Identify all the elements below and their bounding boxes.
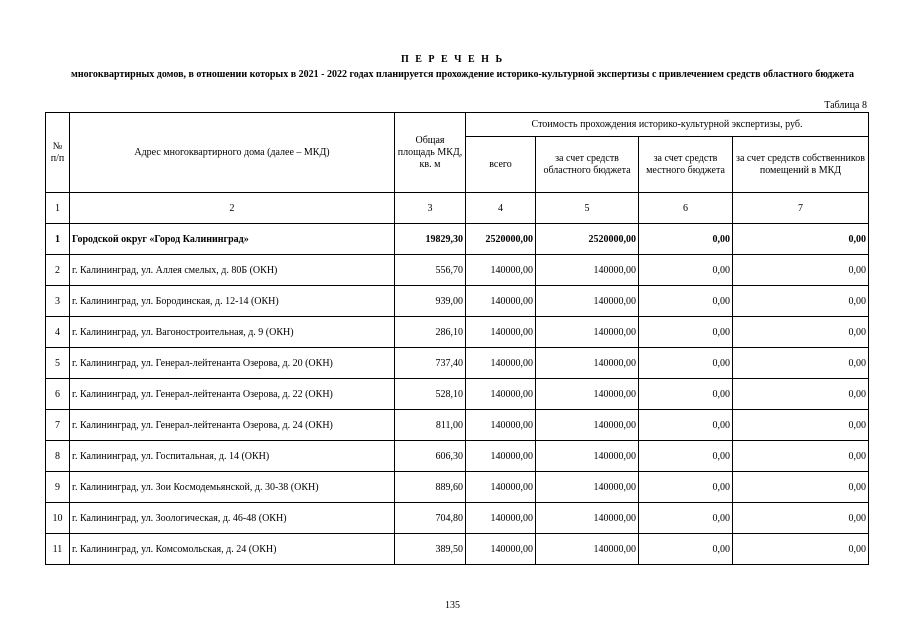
address-cell: г. Калининград, ул. Аллея смелых, д. 80Б (ОКН) — [70, 255, 395, 286]
header-area: Общая площадь МКД, кв. м — [395, 113, 466, 193]
header-number: № п/п — [46, 113, 70, 193]
area-cell: 704,80 — [395, 503, 466, 534]
table-row — [46, 255, 869, 286]
address-cell: г. Калининград, ул. Бородинская, д. 12-14 (ОКН) — [70, 286, 395, 317]
owners-funds-cell: 0,00 — [733, 410, 869, 441]
total-cost-cell: 140000,00 — [466, 286, 536, 317]
local-budget-cell: 0,00 — [639, 410, 733, 441]
address-cell: г. Калининград, ул. Генерал-лейтенанта Озерова, д. 24 (ОКН) — [70, 410, 395, 441]
table-total-row — [46, 224, 869, 255]
document-title: П Е Р Е Ч Е Н Ь — [400, 54, 505, 65]
row-number: 1 — [46, 224, 70, 255]
area-cell: 556,70 — [395, 255, 466, 286]
header-address: Адрес многоквартирного дома (далее – МКД) — [70, 113, 395, 193]
total-cost-cell: 140000,00 — [466, 348, 536, 379]
total-cost-cell: 140000,00 — [466, 379, 536, 410]
total-cost-cell: 140000,00 — [466, 534, 536, 565]
owners-funds-cell: 0,00 — [733, 348, 869, 379]
total-cost-cell: 140000,00 — [466, 255, 536, 286]
table-label: Таблица 8 — [824, 100, 867, 111]
area-cell: 19829,30 — [395, 224, 466, 255]
local-budget-cell: 0,00 — [639, 379, 733, 410]
address-cell: г. Калининград, ул. Вагоностроительная, д. 9 (ОКН) — [70, 317, 395, 348]
owners-funds-cell: 0,00 — [733, 224, 869, 255]
area-cell: 606,30 — [395, 441, 466, 472]
total-cost-cell: 140000,00 — [466, 441, 536, 472]
address-cell: г. Калининград, ул. Зои Космодемьянской, д. 30-38 (ОКН) — [70, 472, 395, 503]
table-row — [46, 379, 869, 410]
document-subtitle: многоквартирных домов, в отношении которых в 2021 - 2022 годах планируется прохождение историко-культурной экспертизы с привлечением средств областного бюджета — [71, 69, 854, 80]
column-number: 1 — [46, 193, 70, 224]
column-number: 5 — [536, 193, 639, 224]
area-cell: 889,60 — [395, 472, 466, 503]
row-number: 2 — [46, 255, 70, 286]
total-cost-cell: 140000,00 — [466, 472, 536, 503]
regional-budget-cell: 140000,00 — [536, 503, 639, 534]
header-total: всего — [466, 137, 536, 193]
regional-budget-cell: 140000,00 — [536, 410, 639, 441]
area-cell: 811,00 — [395, 410, 466, 441]
address-cell: г. Калининград, ул. Генерал-лейтенанта Озерова, д. 20 (ОКН) — [70, 348, 395, 379]
row-number: 6 — [46, 379, 70, 410]
regional-budget-cell: 140000,00 — [536, 534, 639, 565]
address-cell: г. Калининград, ул. Зоологическая, д. 46-48 (ОКН) — [70, 503, 395, 534]
regional-budget-cell: 140000,00 — [536, 348, 639, 379]
regional-budget-cell: 2520000,00 — [536, 224, 639, 255]
local-budget-cell: 0,00 — [639, 348, 733, 379]
area-cell: 939,00 — [395, 286, 466, 317]
regional-budget-cell: 140000,00 — [536, 441, 639, 472]
address-cell: г. Калининград, ул. Комсомольская, д. 24 (ОКН) — [70, 534, 395, 565]
local-budget-cell: 0,00 — [639, 534, 733, 565]
local-budget-cell: 0,00 — [639, 472, 733, 503]
owners-funds-cell: 0,00 — [733, 472, 869, 503]
regional-budget-cell: 140000,00 — [536, 472, 639, 503]
owners-funds-cell: 0,00 — [733, 286, 869, 317]
regional-budget-cell: 140000,00 — [536, 379, 639, 410]
owners-funds-cell: 0,00 — [733, 255, 869, 286]
local-budget-cell: 0,00 — [639, 224, 733, 255]
address-cell: Городской округ «Город Калининград» — [70, 224, 395, 255]
row-number: 11 — [46, 534, 70, 565]
header-owners-funds: за счет средств собственников помещений в МКД — [733, 137, 869, 193]
total-cost-cell: 140000,00 — [466, 410, 536, 441]
area-cell: 528,10 — [395, 379, 466, 410]
area-cell: 737,40 — [395, 348, 466, 379]
table-row — [46, 317, 869, 348]
header-local-budget: за счет средств местного бюджета — [639, 137, 733, 193]
page-number: 135 — [445, 600, 460, 611]
table-body — [46, 193, 869, 565]
table-row — [46, 472, 869, 503]
row-number: 9 — [46, 472, 70, 503]
local-budget-cell: 0,00 — [639, 286, 733, 317]
owners-funds-cell: 0,00 — [733, 503, 869, 534]
column-number: 6 — [639, 193, 733, 224]
row-number: 7 — [46, 410, 70, 441]
address-cell: г. Калининград, ул. Генерал-лейтенанта Озерова, д. 22 (ОКН) — [70, 379, 395, 410]
table-row — [46, 410, 869, 441]
row-number: 8 — [46, 441, 70, 472]
total-cost-cell: 2520000,00 — [466, 224, 536, 255]
total-cost-cell: 140000,00 — [466, 503, 536, 534]
local-budget-cell: 0,00 — [639, 255, 733, 286]
total-cost-cell: 140000,00 — [466, 317, 536, 348]
area-cell: 286,10 — [395, 317, 466, 348]
owners-funds-cell: 0,00 — [733, 317, 869, 348]
header-regional-budget: за счет средств областного бюджета — [536, 137, 639, 193]
area-cell: 389,50 — [395, 534, 466, 565]
table-header — [46, 113, 869, 193]
column-number-row — [46, 193, 869, 224]
row-number: 3 — [46, 286, 70, 317]
regional-budget-cell: 140000,00 — [536, 286, 639, 317]
row-number: 10 — [46, 503, 70, 534]
table-row — [46, 503, 869, 534]
owners-funds-cell: 0,00 — [733, 379, 869, 410]
row-number: 5 — [46, 348, 70, 379]
column-number: 4 — [466, 193, 536, 224]
header-cost-group: Стоимость прохождения историко-культурной экспертизы, руб. — [466, 113, 869, 137]
regional-budget-cell: 140000,00 — [536, 317, 639, 348]
table-row — [46, 441, 869, 472]
column-number: 3 — [395, 193, 466, 224]
local-budget-cell: 0,00 — [639, 317, 733, 348]
houses-table — [45, 112, 869, 565]
local-budget-cell: 0,00 — [639, 503, 733, 534]
regional-budget-cell: 140000,00 — [536, 255, 639, 286]
table-row — [46, 286, 869, 317]
column-number: 2 — [70, 193, 395, 224]
owners-funds-cell: 0,00 — [733, 441, 869, 472]
table-row — [46, 348, 869, 379]
table-row — [46, 534, 869, 565]
column-number: 7 — [733, 193, 869, 224]
local-budget-cell: 0,00 — [639, 441, 733, 472]
row-number: 4 — [46, 317, 70, 348]
owners-funds-cell: 0,00 — [733, 534, 869, 565]
address-cell: г. Калининград, ул. Госпитальная, д. 14 (ОКН) — [70, 441, 395, 472]
